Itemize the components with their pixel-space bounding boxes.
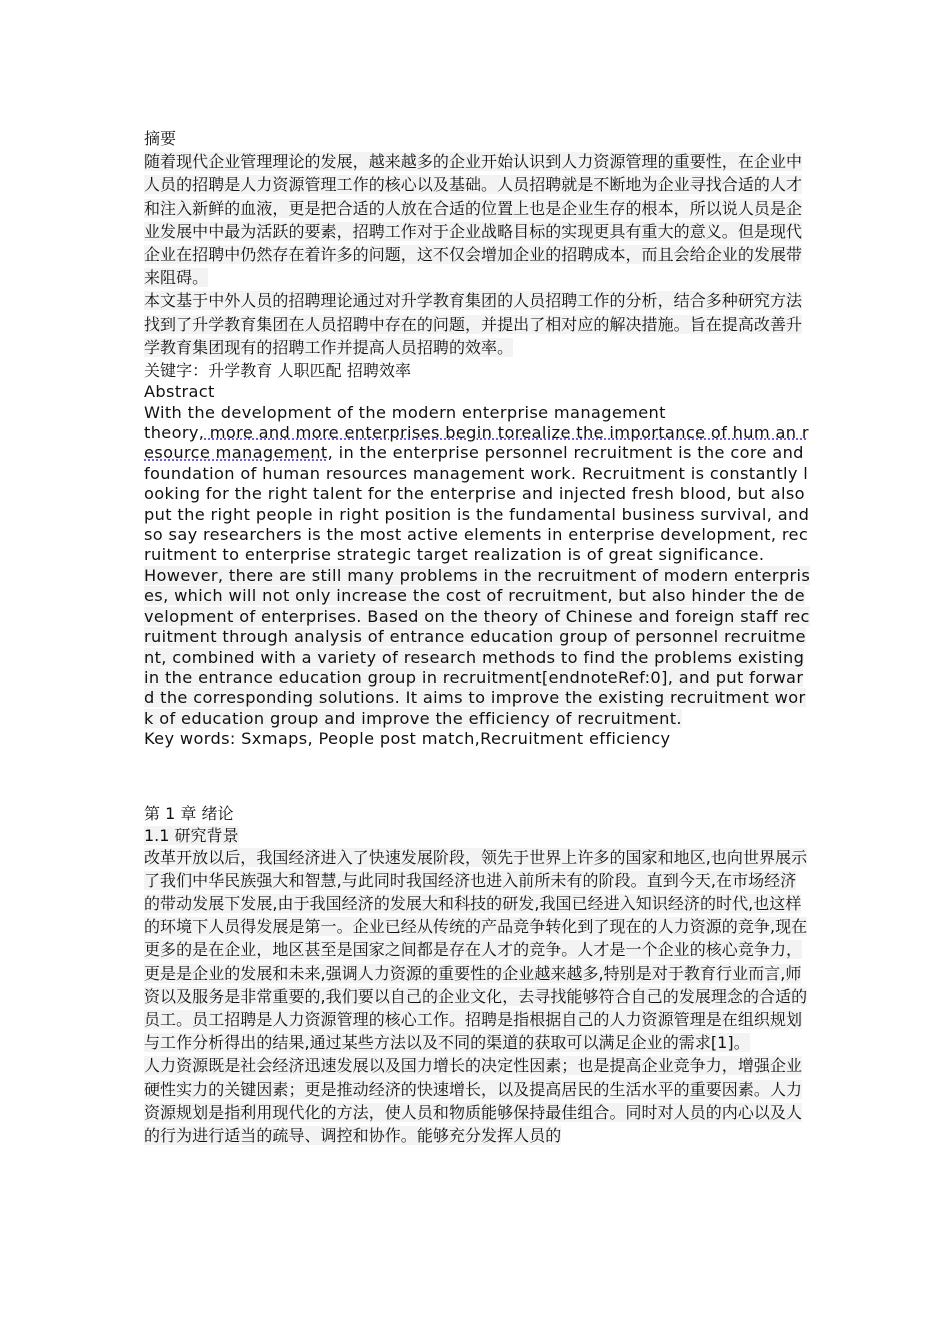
chapter-paragraph-1-text: 改革开放以后，我国经济进入了快速发展阶段，领先于世界上许多的国家和地区,也向世界展示了我们中华民族强大和智慧,与此同时我国经济也进入前所未有的阶段。直到今天,在市场经济的带动发展下发展,由于我国经济的发展大和科技的研发,我国已经进入知识经济的时代,也这样的环境下人员得发展是第一。企业已经从传统的产品竞争转化到了现在的人力资源的竞争,现在更多的是在企业，地区甚至是国家之间都是存在人才的竞争。人才是一个企业的核心竞争力，更是是企业的发展和未来,强调人力资源的重要性的企业越来越多,特别是对于教育行业而言,师资以及服务是非常重要的,我们要以自己的企业文化，去寻找能够符合自己的发展理念的合适的员工。员工招聘是人力资源管理的核心工作。招聘是指根据自己的人力资源管理是在组织规划与工作分析得出的结果,通过某些方法以及不同的渠道的获取可以满足企业的需求[1]。 — [144, 847, 808, 1053]
chapter-paragraph-2-text: 人力资源既是社会经济迅速发展以及国力增长的决定性因素；也是提高企业竞争力，增强企业硬性实力的关键因素；更是推动经济的快速增长，以及提高居民的生活水平的重要因素。人力资源规划是指利用现代化的方法，使人员和物质能够保持最佳组合。同时对人员的内心以及人的行为进行适当的疏导、调控和协作。能够充分发挥人员的 — [144, 1056, 803, 1145]
keywords-zh: 关键字：升学教育 人职匹配 招聘效率 — [144, 361, 412, 381]
abstract-en-paragraph-2 — [144, 566, 812, 729]
keywords-en: Key words: Sxmaps, People post match,Recruitment efficiency — [144, 729, 671, 749]
abstract-en-paragraph-1-rest: , in the enterprise personnel recruitment is the core and foundation of human resources management work. Recruitment is constantly looking for the right talent for the enterprise and injected fresh blood, but also put the right people in right position is the fundamental business survival, and so say researchers is the most active elements in enterprise development, recruitment to enterprise strategic target realization is of great significance. — [144, 443, 810, 565]
abstract-en-heading: Abstract — [144, 382, 215, 402]
chapter-paragraph-1 — [144, 846, 812, 1055]
abstract-en-line-1: With the development of the modern enterprise management — [144, 402, 666, 422]
abstract-en-paragraph-1 — [144, 403, 812, 566]
document-body — [144, 127, 812, 1147]
abstract-paragraph-1 — [144, 150, 812, 289]
abstract-paragraph-2 — [144, 289, 812, 359]
chapter-title: 第 1 章 绪论 — [144, 803, 234, 823]
section-title-text: 1.1 研究背景 — [144, 825, 239, 845]
abstract-heading: 摘要 — [144, 129, 177, 148]
abstract-en-line-2-prefix: theory, — [144, 423, 205, 443]
abstract-en-paragraph-2-text: However, there are still many problems in the recruitment of modern enterprises, which will not only increase the cost of recruitment, but also hinder the development of enterprises. Based on the theory of Chinese and foreign staff recruitment through analysis of entrance education group of personnel recruitment, combined with a variety of research methods to find the problems existing in the entrance education group in recruitment[endnoteRef:0], and put forward the corresponding solutions. It aims to improve the existing recruitment work of education group and improve the efficiency of recruitment. — [144, 565, 811, 728]
section-title — [144, 825, 812, 846]
chapter-paragraph-2 — [144, 1054, 812, 1147]
section-spacer — [144, 750, 812, 803]
tracked-change-text: more and more enterprises begin torealize the importance of hum an resource management — [144, 423, 809, 463]
abstract-paragraph-2-text: 本文基于中外人员的招聘理论通过对升学教育集团的人员招聘工作的分析，结合多种研究方法找到了升学教育集团在人员招聘中存在的问题，并提出了相对应的解决措施。旨在提高改善升学教育集团现有的招聘工作并提高人员招聘的效率。 — [144, 291, 803, 357]
abstract-paragraph-1-text: 随着现代企业管理理论的发展，越来越多的企业开始认识到人力资源管理的重要性，在企业中人员的招聘是人力资源管理工作的核心以及基础。人员招聘就是不断地为企业寻找合适的人才和注入新鲜的血液，更是把合适的人放在合适的位置上也是企业生存的根本，所以说人员是企业发展中中最为活跃的要素，招聘工作对于企业战略目标的实现更具有重大的意义。但是现代企业在招聘中仍然存在着许多的问题，这不仅会增加企业的招聘成本，而且会给企业的发展带来阻碍。 — [144, 152, 803, 288]
